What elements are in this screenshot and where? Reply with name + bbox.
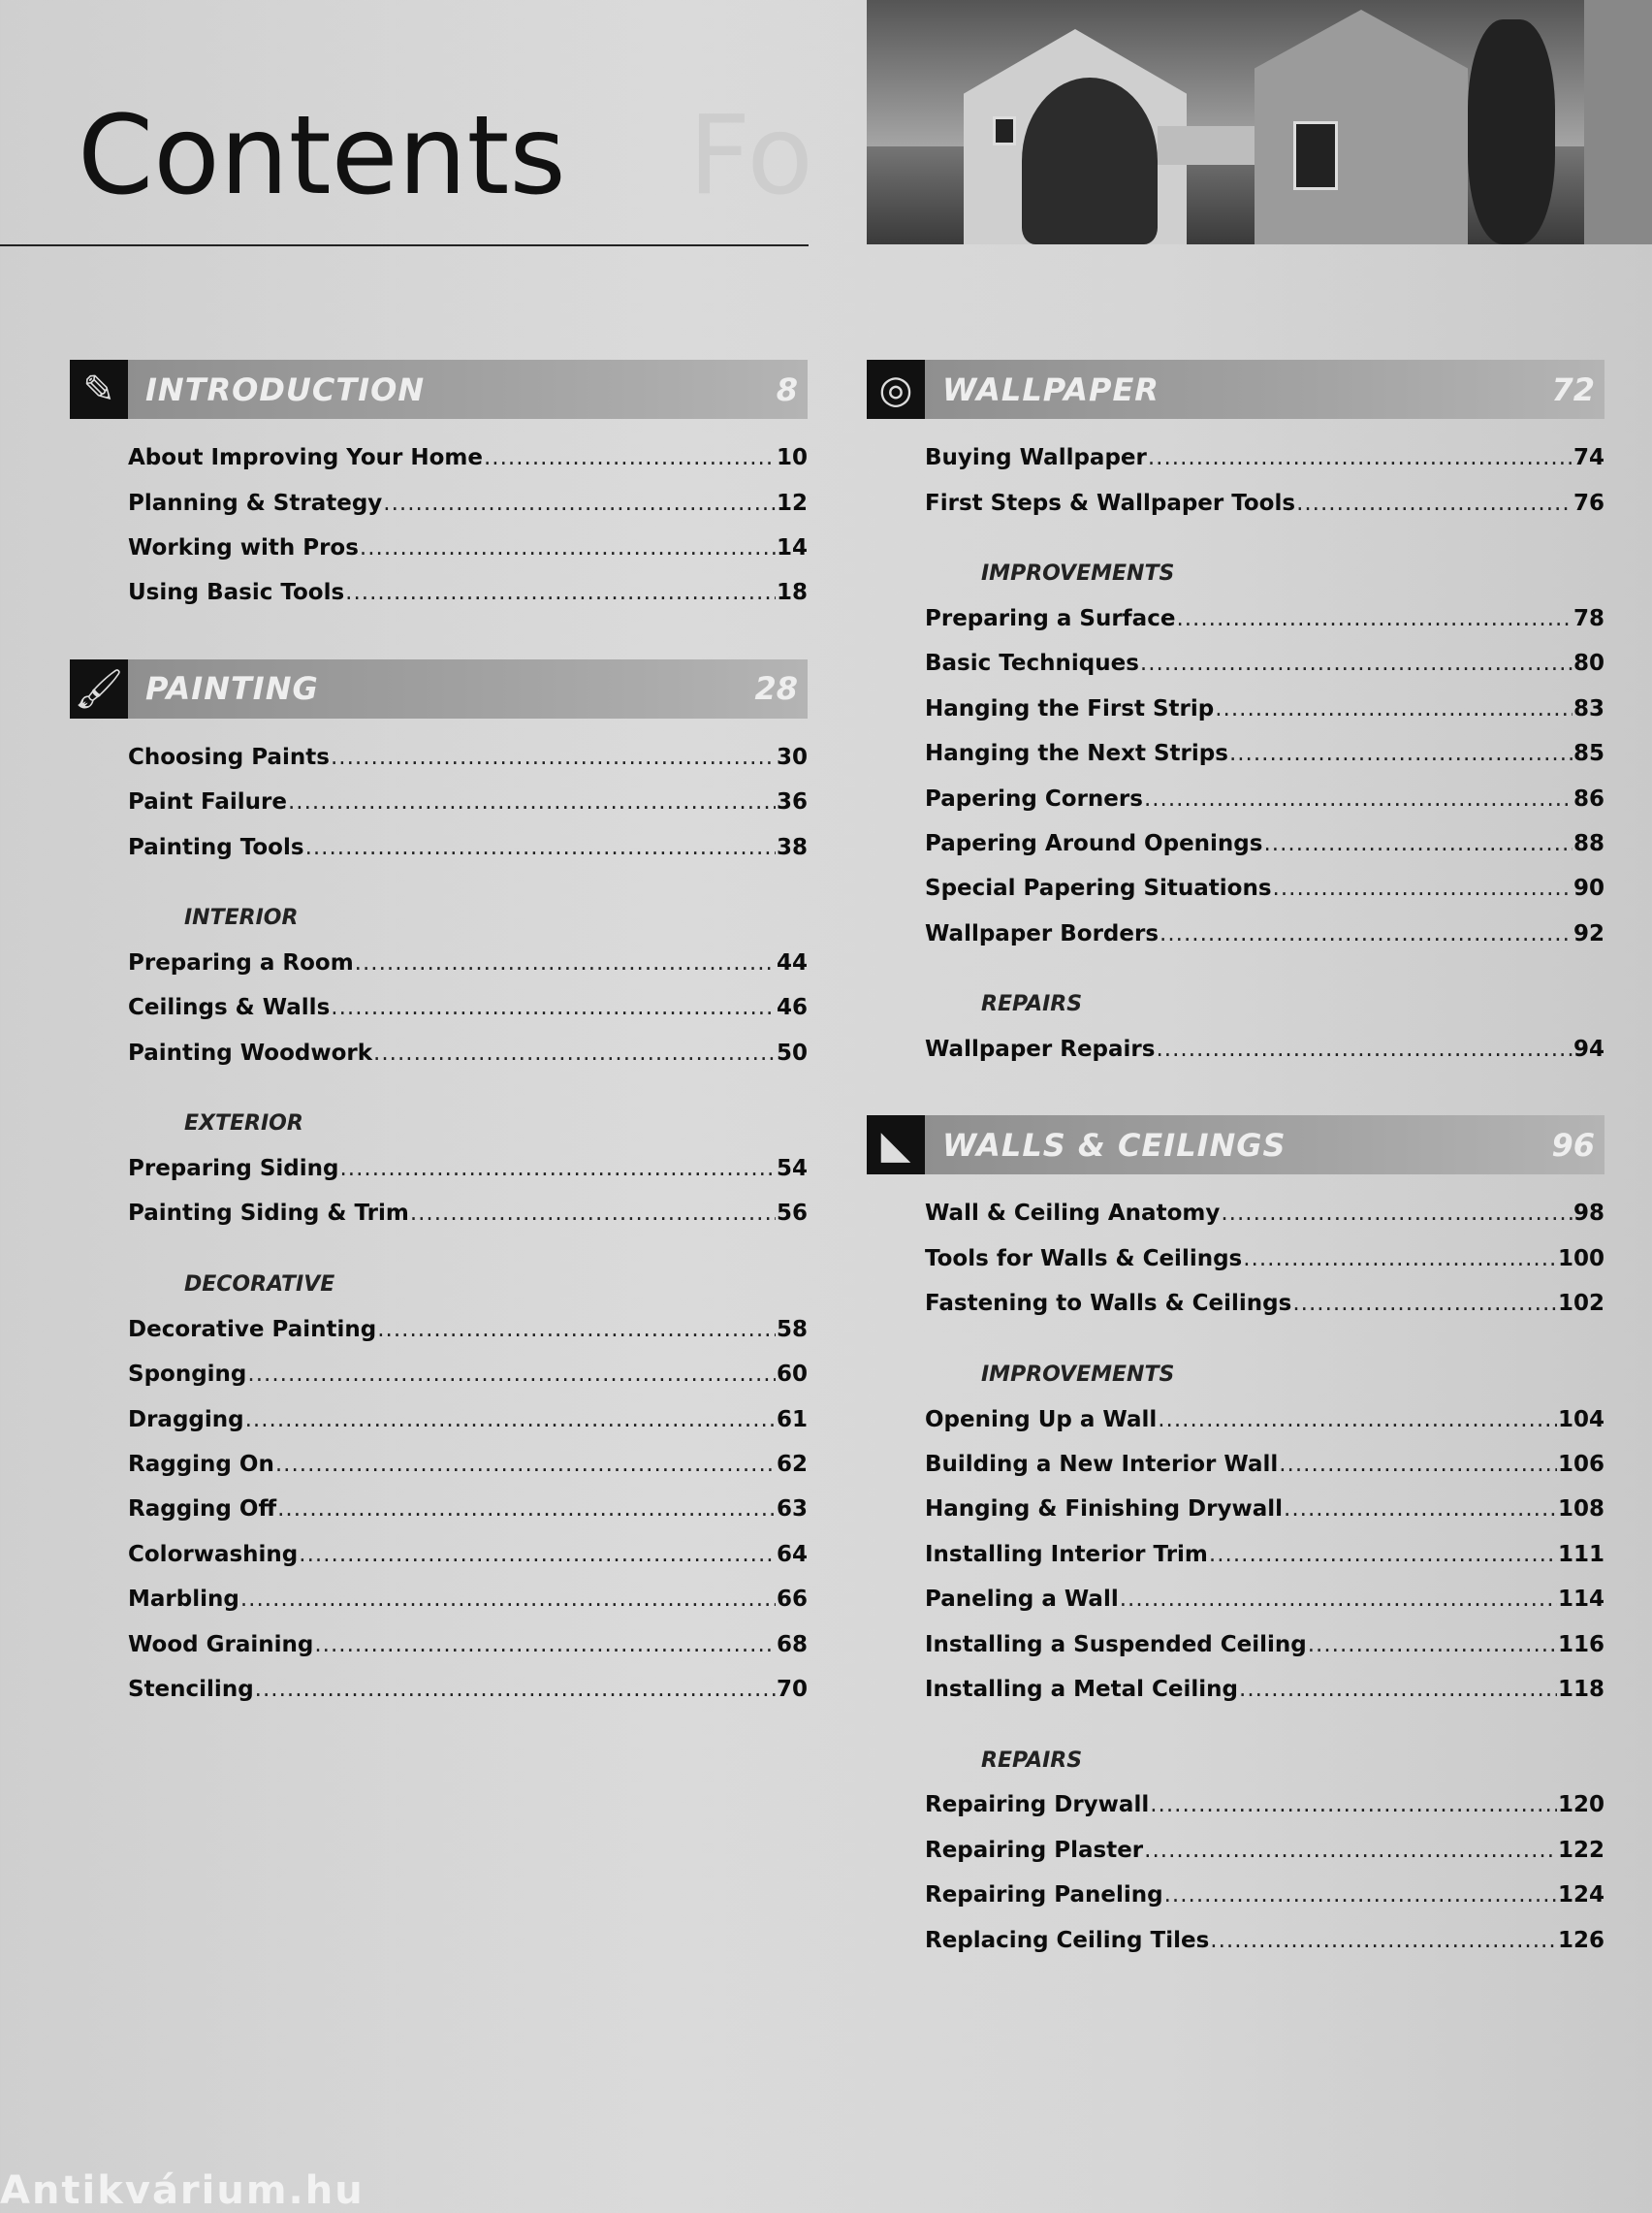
- toc-entry[interactable]: [925, 1782, 1604, 1827]
- toc-entry[interactable]: [925, 1236, 1604, 1281]
- toc-entry[interactable]: [925, 1191, 1604, 1235]
- section-banner[interactable]: [867, 1115, 1604, 1174]
- toc-entry[interactable]: [925, 821, 1604, 866]
- entry-label: Painting Siding & Trim: [128, 1201, 409, 1227]
- dot-leader: [305, 835, 776, 860]
- entry-label: Dragging: [128, 1406, 244, 1432]
- toc-entry[interactable]: [128, 1532, 808, 1577]
- trowel-icon: ◣: [867, 1115, 925, 1174]
- entry-page: 120: [1557, 1792, 1604, 1818]
- toc-entry[interactable]: [925, 1917, 1604, 1962]
- toc-entry[interactable]: [128, 526, 808, 570]
- entry-list: [70, 435, 808, 616]
- entry-page: 18: [776, 580, 808, 606]
- page-title: Contents: [78, 93, 566, 219]
- dot-leader: [331, 745, 776, 770]
- entry-label: Painting Tools: [128, 834, 304, 860]
- dot-leader: [360, 535, 776, 561]
- photo-window: [1293, 121, 1338, 190]
- dot-leader: [1279, 1452, 1557, 1477]
- entry-page: 116: [1557, 1631, 1604, 1657]
- entry-label: Preparing Siding: [128, 1156, 339, 1182]
- entry-label: Installing Interior Trim: [925, 1541, 1208, 1567]
- dot-leader: [340, 1156, 776, 1181]
- dot-leader: [1156, 1037, 1573, 1062]
- toc-entry[interactable]: [128, 1577, 808, 1621]
- entry-page: 12: [776, 490, 808, 516]
- dot-leader: [1148, 445, 1573, 470]
- subsection-heading: DECORATIVE: [184, 1272, 335, 1298]
- dot-leader: [1292, 1291, 1557, 1316]
- toc-entry[interactable]: [128, 1621, 808, 1666]
- dot-leader: [1243, 1246, 1557, 1271]
- entry-page: 74: [1573, 445, 1604, 471]
- toc-entry[interactable]: [925, 596, 1604, 641]
- dot-leader: [245, 1407, 776, 1432]
- subsection-heading: INTERIOR: [184, 906, 299, 931]
- entry-label: Special Papering Situations: [925, 876, 1272, 902]
- entry-label: Opening Up a Wall: [925, 1406, 1158, 1432]
- section-banner[interactable]: [867, 360, 1604, 419]
- dot-leader: [1158, 1407, 1557, 1432]
- entry-label: Paneling a Wall: [925, 1587, 1119, 1613]
- entry-label: Buying Wallpaper: [925, 445, 1147, 471]
- toc-entry[interactable]: [925, 731, 1604, 776]
- dot-leader: [1273, 876, 1573, 901]
- entry-label: Working with Pros: [128, 534, 359, 561]
- entry-label: Repairing Plaster: [925, 1837, 1144, 1863]
- subsection-heading: EXTERIOR: [184, 1111, 303, 1137]
- dot-leader: [314, 1632, 776, 1657]
- toc-entry[interactable]: [128, 1396, 808, 1441]
- paintbrush-icon: 🖌: [70, 659, 128, 719]
- dot-leader: [345, 580, 776, 605]
- dot-leader: [1284, 1496, 1557, 1522]
- right-column: [867, 360, 1604, 1963]
- dot-leader: [1144, 786, 1573, 812]
- pencil-icon: ✎: [70, 360, 128, 419]
- entry-page: 46: [776, 995, 808, 1021]
- entry-page: 106: [1557, 1452, 1604, 1478]
- toc-entry[interactable]: [925, 1667, 1604, 1712]
- section-title: PAINTING: [145, 670, 319, 708]
- entry-label: Repairing Paneling: [925, 1882, 1163, 1908]
- wallpaper-roll-icon: ◎: [867, 360, 925, 419]
- toc-entry[interactable]: [925, 1873, 1604, 1917]
- entry-label: Tools for Walls & Ceilings: [925, 1245, 1243, 1271]
- entry-page: 92: [1573, 920, 1604, 946]
- entry-label: Colorwashing: [128, 1541, 299, 1567]
- entry-label: Installing a Metal Ceiling: [925, 1677, 1239, 1702]
- toc-entry[interactable]: [128, 1487, 808, 1531]
- entry-page: 104: [1557, 1406, 1604, 1432]
- subsection-heading: IMPROVEMENTS: [981, 561, 1175, 587]
- dot-leader: [1144, 1838, 1557, 1863]
- dot-leader: [255, 1677, 776, 1702]
- entry-page: 88: [1573, 830, 1604, 856]
- toc-entry[interactable]: [128, 735, 808, 780]
- dot-leader: [1215, 696, 1573, 722]
- toc-entry[interactable]: [925, 1442, 1604, 1487]
- entry-label: Preparing a Room: [128, 949, 354, 976]
- entry-label: Installing a Suspended Ceiling: [925, 1631, 1307, 1657]
- entry-page: 86: [1573, 786, 1604, 812]
- toc-entry[interactable]: [128, 985, 808, 1030]
- entry-label: Wall & Ceiling Anatomy: [925, 1201, 1221, 1227]
- entry-page: 60: [776, 1362, 808, 1388]
- left-column: [70, 360, 808, 1712]
- section-page: 72: [1551, 370, 1595, 408]
- toc-entry[interactable]: [128, 480, 808, 525]
- photo-window: [993, 116, 1016, 145]
- entry-label: Hanging & Finishing Drywall: [925, 1496, 1284, 1523]
- entry-label: Hanging the Next Strips: [925, 741, 1228, 767]
- toc-entry[interactable]: [925, 776, 1604, 820]
- entry-page: 98: [1573, 1201, 1604, 1227]
- dot-leader: [373, 1041, 776, 1066]
- entry-page: 30: [776, 744, 808, 770]
- entry-label: Hanging the First Strip: [925, 695, 1215, 722]
- entry-page: 44: [776, 949, 808, 976]
- title-rule: [0, 244, 809, 246]
- toc-entry[interactable]: [925, 1621, 1604, 1666]
- toc-entry[interactable]: [128, 1352, 808, 1396]
- house-photo: [867, 0, 1652, 244]
- section-title: WALLS & CEILINGS: [942, 1126, 1287, 1164]
- entry-page: 102: [1557, 1291, 1604, 1317]
- entry-page: 83: [1573, 695, 1604, 722]
- entry-label: Replacing Ceiling Tiles: [925, 1927, 1210, 1953]
- entry-page: 10: [776, 445, 808, 471]
- toc-entry[interactable]: [128, 1191, 808, 1235]
- entry-list: [867, 1191, 1604, 1962]
- dot-leader: [240, 1587, 776, 1612]
- toc-entry[interactable]: [128, 824, 808, 869]
- entry-page: 38: [776, 834, 808, 860]
- dot-leader: [1140, 651, 1573, 676]
- entry-label: Planning & Strategy: [128, 490, 383, 516]
- section-title: INTRODUCTION: [145, 370, 426, 408]
- toc-entry[interactable]: [128, 780, 808, 824]
- entry-page: 76: [1573, 490, 1604, 516]
- entry-page: 54: [776, 1156, 808, 1182]
- entry-label: Painting Woodwork: [128, 1040, 373, 1066]
- dot-leader: [1209, 1542, 1557, 1567]
- entry-page: 56: [776, 1201, 808, 1227]
- dot-leader: [1239, 1677, 1557, 1702]
- entry-label: Ragging Off: [128, 1496, 277, 1523]
- toc-entry[interactable]: [925, 912, 1604, 956]
- dot-leader: [288, 789, 776, 815]
- dot-leader: [383, 491, 776, 516]
- entry-label: Ceilings & Walls: [128, 995, 331, 1021]
- toc-entry[interactable]: [925, 687, 1604, 731]
- entry-label: Papering Corners: [925, 786, 1143, 812]
- entry-list: [70, 735, 808, 1713]
- entry-page: 80: [1573, 651, 1604, 677]
- entry-page: 94: [1573, 1037, 1604, 1063]
- dot-leader: [1160, 921, 1573, 946]
- dot-leader: [1210, 1928, 1557, 1953]
- entry-page: 111: [1557, 1541, 1604, 1567]
- entry-label: Repairing Drywall: [925, 1792, 1150, 1818]
- entry-page: 61: [776, 1406, 808, 1432]
- dot-leader: [331, 995, 776, 1020]
- entry-label: Sponging: [128, 1362, 247, 1388]
- entry-page: 122: [1557, 1837, 1604, 1863]
- dot-leader: [1263, 831, 1573, 856]
- toc-entry[interactable]: [925, 1828, 1604, 1873]
- entry-label: Building a New Interior Wall: [925, 1452, 1279, 1478]
- entry-label: Stenciling: [128, 1677, 254, 1702]
- toc-entry[interactable]: [128, 1031, 808, 1075]
- entry-page: 14: [776, 534, 808, 561]
- entry-page: 62: [776, 1452, 808, 1478]
- toc-entry[interactable]: [128, 1442, 808, 1487]
- toc-entry[interactable]: [925, 435, 1604, 480]
- photo-tree: [1468, 19, 1555, 244]
- ghost-title: Fo: [688, 93, 813, 219]
- dot-leader: [484, 445, 776, 470]
- entry-page: 85: [1573, 741, 1604, 767]
- dot-leader: [247, 1362, 776, 1387]
- entry-label: Papering Around Openings: [925, 830, 1263, 856]
- entry-page: 90: [1573, 876, 1604, 902]
- dot-leader: [355, 950, 776, 976]
- entry-label: Decorative Painting: [128, 1316, 377, 1342]
- toc-entry[interactable]: [128, 1146, 808, 1191]
- entry-label: Marbling: [128, 1587, 239, 1613]
- dot-leader: [1164, 1882, 1557, 1908]
- toc-entry[interactable]: [925, 641, 1604, 686]
- toc-entry[interactable]: [925, 480, 1604, 525]
- entry-label: Fastening to Walls & Ceilings: [925, 1291, 1292, 1317]
- section-title: WALLPAPER: [942, 370, 1160, 408]
- entry-label: Using Basic Tools: [128, 580, 345, 606]
- entry-page: 114: [1557, 1587, 1604, 1613]
- toc-entry[interactable]: [128, 570, 808, 615]
- toc-entry[interactable]: [128, 1667, 808, 1712]
- entry-label: First Steps & Wallpaper Tools: [925, 490, 1296, 516]
- toc-entry[interactable]: [925, 866, 1604, 911]
- entry-page: 70: [776, 1677, 808, 1702]
- section-page: 96: [1551, 1126, 1595, 1164]
- entry-page: 124: [1557, 1882, 1604, 1908]
- entry-label: Wallpaper Borders: [925, 920, 1160, 946]
- toc-entry[interactable]: [128, 435, 808, 480]
- toc-entry[interactable]: [925, 1577, 1604, 1621]
- dot-leader: [410, 1201, 776, 1226]
- entry-label: Preparing a Surface: [925, 605, 1176, 631]
- entry-page: 63: [776, 1496, 808, 1523]
- section-page: 8: [776, 370, 798, 408]
- photo-post: [1584, 0, 1652, 244]
- toc-entry[interactable]: [925, 1396, 1604, 1441]
- dot-leader: [277, 1496, 776, 1522]
- entry-label: Choosing Paints: [128, 744, 330, 770]
- entry-label: Ragging On: [128, 1452, 274, 1478]
- entry-label: Wood Graining: [128, 1631, 314, 1657]
- subsection-heading: IMPROVEMENTS: [981, 1362, 1175, 1387]
- dot-leader: [299, 1542, 776, 1567]
- entry-page: 100: [1557, 1245, 1604, 1271]
- dot-leader: [377, 1317, 776, 1342]
- dot-leader: [1221, 1201, 1573, 1226]
- dot-leader: [1176, 606, 1573, 631]
- entry-label: Basic Techniques: [925, 651, 1139, 677]
- section-banner[interactable]: [70, 360, 808, 419]
- entry-page: 108: [1557, 1496, 1604, 1523]
- entry-label: Wallpaper Repairs: [925, 1037, 1156, 1063]
- entry-label: About Improving Your Home: [128, 445, 483, 471]
- watermark: Antikvárium.hu: [0, 2168, 365, 2213]
- section-page: 28: [754, 670, 798, 708]
- entry-page: 66: [776, 1587, 808, 1613]
- entry-page: 68: [776, 1631, 808, 1657]
- entry-list: [867, 435, 1604, 1072]
- dot-leader: [275, 1452, 776, 1477]
- dot-leader: [1308, 1632, 1557, 1657]
- entry-label: Paint Failure: [128, 789, 287, 816]
- photo-tree: [1022, 78, 1158, 244]
- dot-leader: [1120, 1587, 1557, 1612]
- dot-leader: [1296, 491, 1573, 516]
- toc-entry[interactable]: [925, 1281, 1604, 1326]
- toc-entry[interactable]: [925, 1487, 1604, 1531]
- toc-entry[interactable]: [128, 1307, 808, 1352]
- entry-page: 58: [776, 1316, 808, 1342]
- toc-entry[interactable]: [925, 1027, 1604, 1072]
- toc-entry[interactable]: [925, 1532, 1604, 1577]
- section-banner[interactable]: [70, 659, 808, 719]
- subsection-heading: REPAIRS: [981, 1748, 1083, 1773]
- entry-page: 126: [1557, 1927, 1604, 1953]
- subsection-heading: REPAIRS: [981, 992, 1083, 1017]
- entry-page: 50: [776, 1040, 808, 1066]
- entry-page: 36: [776, 789, 808, 816]
- entry-page: 118: [1557, 1677, 1604, 1702]
- entry-page: 64: [776, 1541, 808, 1567]
- dot-leader: [1150, 1792, 1557, 1817]
- dot-leader: [1229, 741, 1573, 766]
- toc-entry[interactable]: [128, 941, 808, 985]
- entry-page: 78: [1573, 605, 1604, 631]
